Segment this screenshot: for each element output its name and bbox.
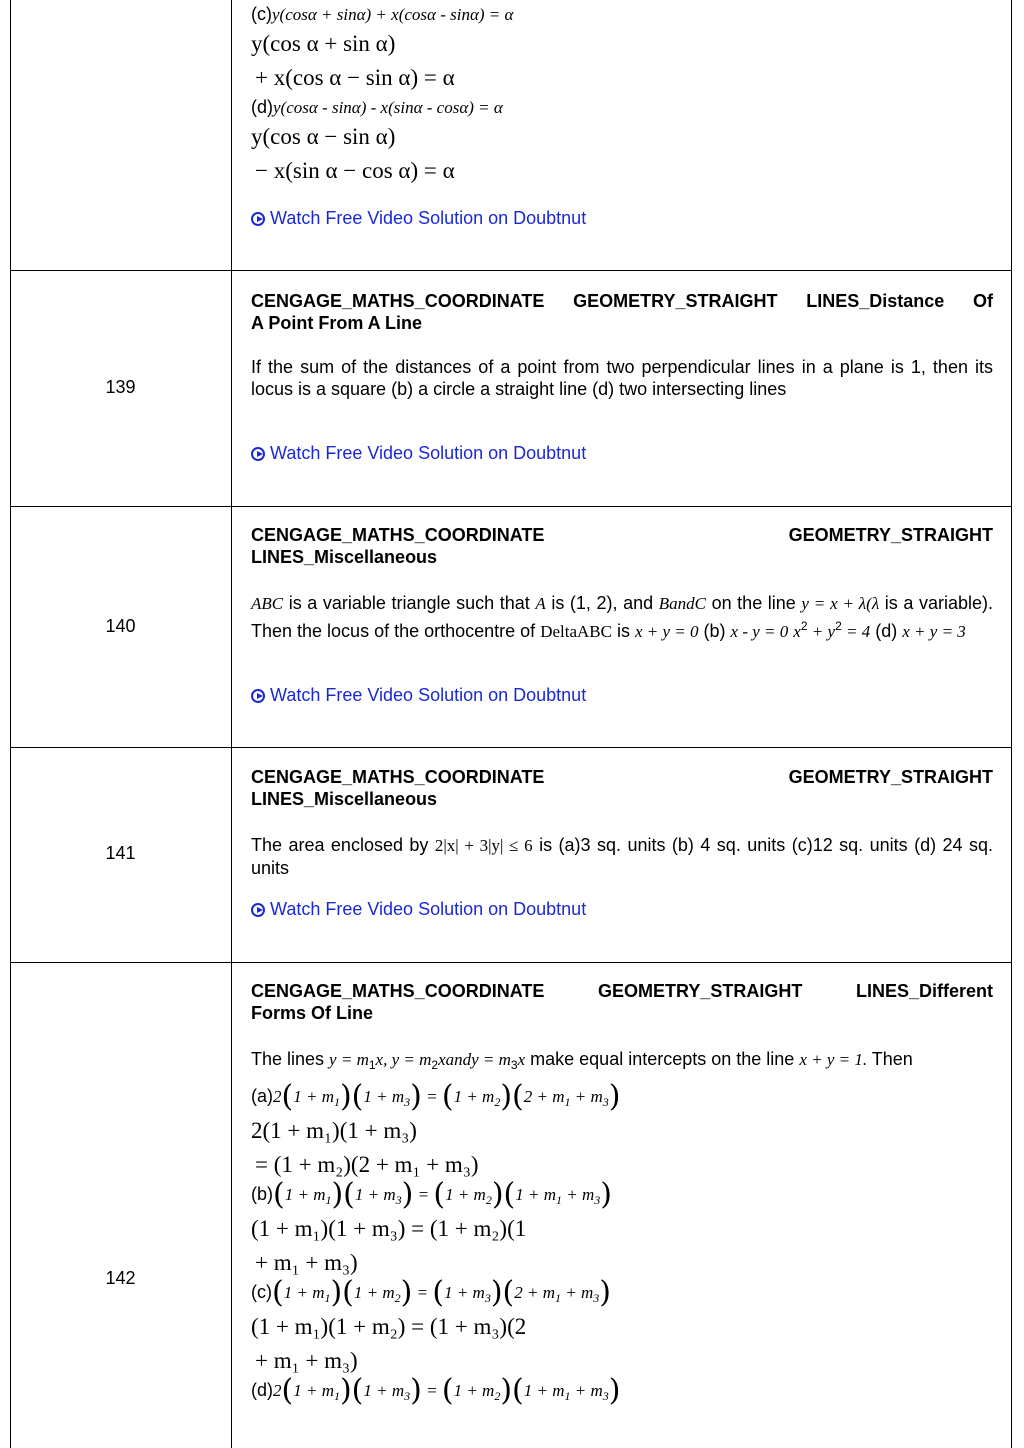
watch-video-link[interactable]: Watch Free Video Solution on Doubtnut: [251, 443, 993, 464]
option-a-line2: = (1 + m₂)(2 + m₁ + m₃): [255, 1152, 479, 1177]
option-b-line1: (1 + m₁)(1 + m₃) = (1 + m₂)(1: [251, 1216, 527, 1241]
option-a-line1: 2(1 + m₁)(1 + m₃): [251, 1118, 417, 1143]
row-divider: [10, 747, 1012, 748]
question-139: [251, 290, 993, 400]
column-divider: [231, 0, 232, 1448]
play-circle-icon: [251, 903, 265, 917]
row-divider: [10, 962, 1012, 963]
question-138-continuation: [251, 2, 993, 188]
question-body: ABC is a variable triangle such that A is (1, 2), and BandC on the line y = x + λ(λ is a variable). Then the locus of the orthocentre of DeltaABC is x + y = 0 (b) x - y = 0 $x^2 + y^2 = 4$ (d) x + y = 3: [251, 593, 993, 641]
question-title: CENGAGE_MATHS_COORDINATE GEOMETRY_STRAIGHT LINES_Distance Of A Point From A Line: [251, 291, 993, 333]
option-c-inline: $(c)(1 + m_1)(1 + m_2) = (1 + m_3)(2 + m_1 + m_3)$: [251, 1275, 611, 1310]
question-number: 141: [105, 843, 136, 863]
row-divider: [10, 506, 1012, 507]
question-140: [251, 524, 993, 643]
question-141: [251, 766, 993, 879]
option-c-line1: (1 + m₁)(1 + m₂) = (1 + m₃)(2: [251, 1314, 527, 1339]
option-d-line1: y(cos α − sin α): [251, 124, 396, 149]
option-c-inline: (c)y(cosα + sinα) + x(cosα - sinα) = α: [251, 4, 514, 24]
option-c-line1: y(cos α + sin α): [251, 31, 396, 56]
option-d-line2: − x(sin α − cos α) = α: [255, 158, 455, 183]
question-body: The lines $y = m_1x$, $y = m_2xandy = m_3x$ make equal intercepts on the line x + y = 1. Then: [251, 1049, 913, 1072]
watch-video-link[interactable]: Watch Free Video Solution on Doubtnut: [251, 685, 993, 706]
question-title: CENGAGE_MATHS_COORDINATE GEOMETRY_STRAIGHT LINES_Miscellaneous: [251, 525, 993, 567]
question-body: If the sum of the distances of a point from two perpendicular lines in a plane is 1, then its locus is a square (b) a circle a straight line (d) two intersecting lines: [251, 357, 993, 399]
watch-video-link[interactable]: Watch Free Video Solution on Doubtnut: [251, 899, 993, 920]
option-c-line2: + x(cos α − sin α) = α: [255, 65, 455, 90]
play-circle-icon: [251, 689, 265, 703]
question-body: The area enclosed by 2|x| + 3|y| ≤ 6 is (a)3 sq. units (b) 4 sq. units (c)12 sq. units (d) 24 sq. units: [251, 835, 993, 878]
option-b-inline: $(b)(1 + m_1)(1 + m_3) = (1 + m_2)(1 + m_1 + m_3)$: [251, 1177, 612, 1212]
play-circle-icon: [251, 212, 265, 226]
watch-video-link[interactable]: Watch Free Video Solution on Doubtnut: [251, 208, 993, 229]
option-b-line2: + m₁ + m₃): [255, 1250, 358, 1275]
option-d-inline: $(d)2(1 + m_1)(1 + m_3) = (1 + m_2)(1 + m_1 + m_3)$: [251, 1373, 621, 1408]
question-title: CENGAGE_MATHS_COORDINATE GEOMETRY_STRAIGHT LINES_Different Forms Of Line: [251, 981, 993, 1023]
option-d-inline: (d)y(cosα - sinα) - x(sinα - cosα) = α: [251, 97, 503, 117]
row-divider: [10, 270, 1012, 271]
question-title: CENGAGE_MATHS_COORDINATE GEOMETRY_STRAIGHT LINES_Miscellaneous: [251, 767, 993, 809]
question-number: 139: [105, 377, 136, 397]
question-number: 142: [105, 1268, 136, 1288]
option-a-inline: $(a)2(1 + m_1)(1 + m_3) = (1 + m_2)(2 + m_1 + m_3)$: [251, 1079, 621, 1114]
option-c-line2: + m₁ + m₃): [255, 1348, 358, 1373]
question-142: [251, 980, 993, 1408]
question-number: 140: [105, 616, 136, 636]
play-circle-icon: [251, 447, 265, 461]
